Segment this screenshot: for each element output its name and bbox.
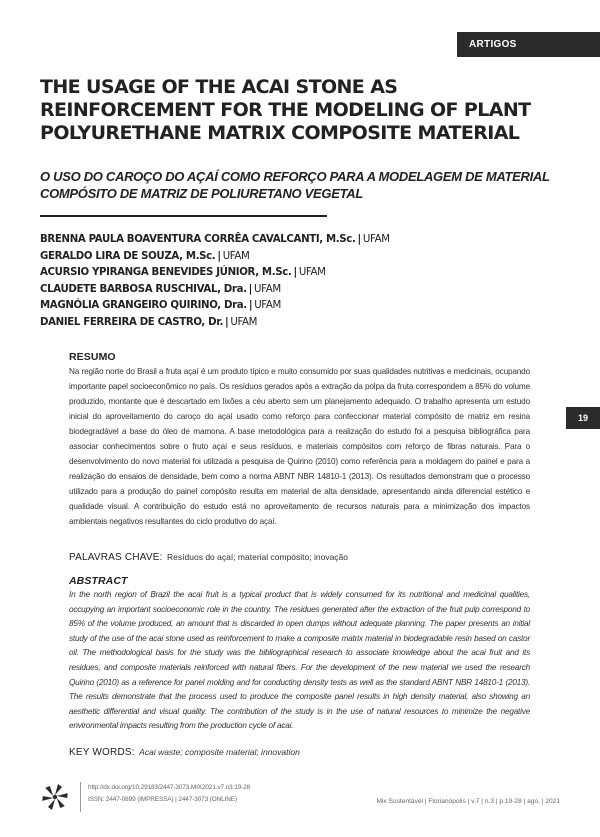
author-name: CLAUDETE BARBOSA RUSCHIVAL, Dra. <box>40 283 247 295</box>
author-name: ACURSIO YPIRANGA BENEVIDES JÚNIOR, M.Sc. <box>40 267 292 278</box>
palavras-chave-label: PALAVRAS CHAVE: <box>69 552 163 563</box>
page-number-label: 19 <box>577 413 588 423</box>
footer-divider <box>80 782 81 812</box>
resumo-text: Na região norte do Brasil a fruta açaí é um produto típico e muito consumido por suas qualidades nutritivas e medicinais, ocupando importante papel socioeconômico no país. Os resíduos gerados após a extração da polpa da fruta correspondem a 85% do volume produzido, montante que é descartado em lixões a céu aberto sem um planejamento adequado. O trabalho apresenta um estudo inicial do aproveitamento do caroço do açaí usado como reforço para confeccionar material compósito de matriz em resina biodegradável a base do óleo de mamona. A base metodológica para a realização do estudo foi a pesquisa bibliográfica para associar conhecimentos sobre o fruto açaí e seus resíduos, e materiais compósitos com reforço de fibras naturais. Para o desenvolvimento do novo material foi utilizada a pesquisa de Quirino (2010) como referência para a moldagem do painel e para a realização do ensaios de densidade, bem como a norma ABNT NBR 14810-1 (2013). Os resultados demonstram que o processo utilizado para a produção do painel compósito resulta em material de alta densidade, apresentando ainda diferencial estético e qualidade visual. A contribuição do estudo está no aproveitamento de recursos naturais para a minimização dos impactos ambientais negativos resultantes do ciclo produtivo do açaí. <box>69 367 530 526</box>
author-separator: | <box>248 300 253 311</box>
author-list <box>40 232 390 331</box>
keywords-value: Acai waste; composite material; innovation <box>139 747 300 757</box>
author-affiliation: UFAM <box>222 250 250 262</box>
author-affiliation: UFAM <box>254 283 281 295</box>
author-line <box>40 265 390 282</box>
author-line <box>40 315 390 332</box>
section-tag-label: ARTIGOS <box>469 39 517 50</box>
author-name: GERALDO LIRA DE SOUZA, M.Sc. <box>40 250 216 262</box>
author-name: MAGNÓLIA GRANGEIRO QUIRINO, Dra. <box>40 300 247 311</box>
issn-text: ISSN: 2447-0899 (IMPRESSA) | 2447-3073 (ONLINE) <box>88 796 237 803</box>
author-separator: | <box>293 267 297 278</box>
journal-citation: Mix Sustentável | Florianópolis | v.7 | n.3 | p.19-28 | ago. | 2021 <box>376 798 560 805</box>
palavras-chave-line <box>69 547 348 565</box>
author-separator: | <box>225 316 229 328</box>
author-line <box>40 282 390 299</box>
resumo-heading: RESUMO <box>69 351 116 363</box>
keywords-label: KEY WORDS: <box>69 747 135 758</box>
author-name: BRENNA PAULA BOAVENTURA CORRÊA CAVALCANTI, M.Sc. <box>40 234 356 245</box>
page-number <box>566 407 600 429</box>
author-affiliation: UFAM <box>298 267 326 278</box>
palavras-chave-value: Resíduos do açaí; material compósito; inovação <box>167 552 349 562</box>
author-line <box>40 249 390 266</box>
section-tag <box>457 32 600 57</box>
author-line <box>40 232 390 249</box>
abstract-text: In the north region of Brazil the acai fruit is a typical product that is widely consumed for its nutritional and medicinal qualities, occupying an important socioeconomic role in the country. The residues generated after the extraction of the fruit pulp correspond to 85% of the volume produced, an amount that is discarded in open dumps without adequate planning. The paper presents an initial study of the use of the acai stone used as reinforcement to make a composite matrix material in biodegradable resin based on castor oil. The methodological basis for the study was the bibliographical research to associate knowledge about the acai fruit and its residues, and composite materials reinforced with natural fibers. For the development of the new material we used the research Quirino (2010) as a reference for panel molding and for conducting density tests as well as the standard ABNT NBR 14810-1 (2013). The results demonstrate that the process used to produce the composite panel results in high density material, also showing an aesthetic differential and visual quality. The contribution of the study is in the use of natural resources to minimize the negative environmental impacts resulting from the production cycle of acai. <box>69 590 530 731</box>
abstract-heading: ABSTRACT <box>69 575 128 587</box>
article-title: THE USAGE OF THE ACAI STONE AS REINFORCEMENT FOR THE MODELING OF PLANT POLYURETHANE MATRIX COMPOSITE MATERIAL <box>40 76 531 144</box>
journal-logo-icon <box>40 782 70 812</box>
author-affiliation: UFAM <box>362 234 390 245</box>
author-line <box>40 298 390 315</box>
article-title-portuguese: O USO DO CAROÇO DO AÇAÍ COMO REFORÇO PARA A MODELAGEM DE MATERIAL COMPÓSITO DE MATRIZ DE POLIURETANO VEGETAL <box>40 169 550 201</box>
author-separator: | <box>357 234 361 245</box>
page-footer <box>40 782 560 812</box>
author-name: DANIEL FERREIRA DE CASTRO, Dr. <box>40 316 223 328</box>
keywords-line <box>69 742 300 760</box>
author-affiliation: UFAM <box>230 316 258 328</box>
author-separator: | <box>217 250 221 262</box>
author-separator: | <box>248 283 253 295</box>
author-affiliation: UFAM <box>254 300 281 311</box>
title-divider <box>40 215 327 217</box>
doi-link[interactable]: http://dx.doi.org/10.29183/2447-3073.MIX2021.v7.n3.19-28 <box>88 784 251 791</box>
